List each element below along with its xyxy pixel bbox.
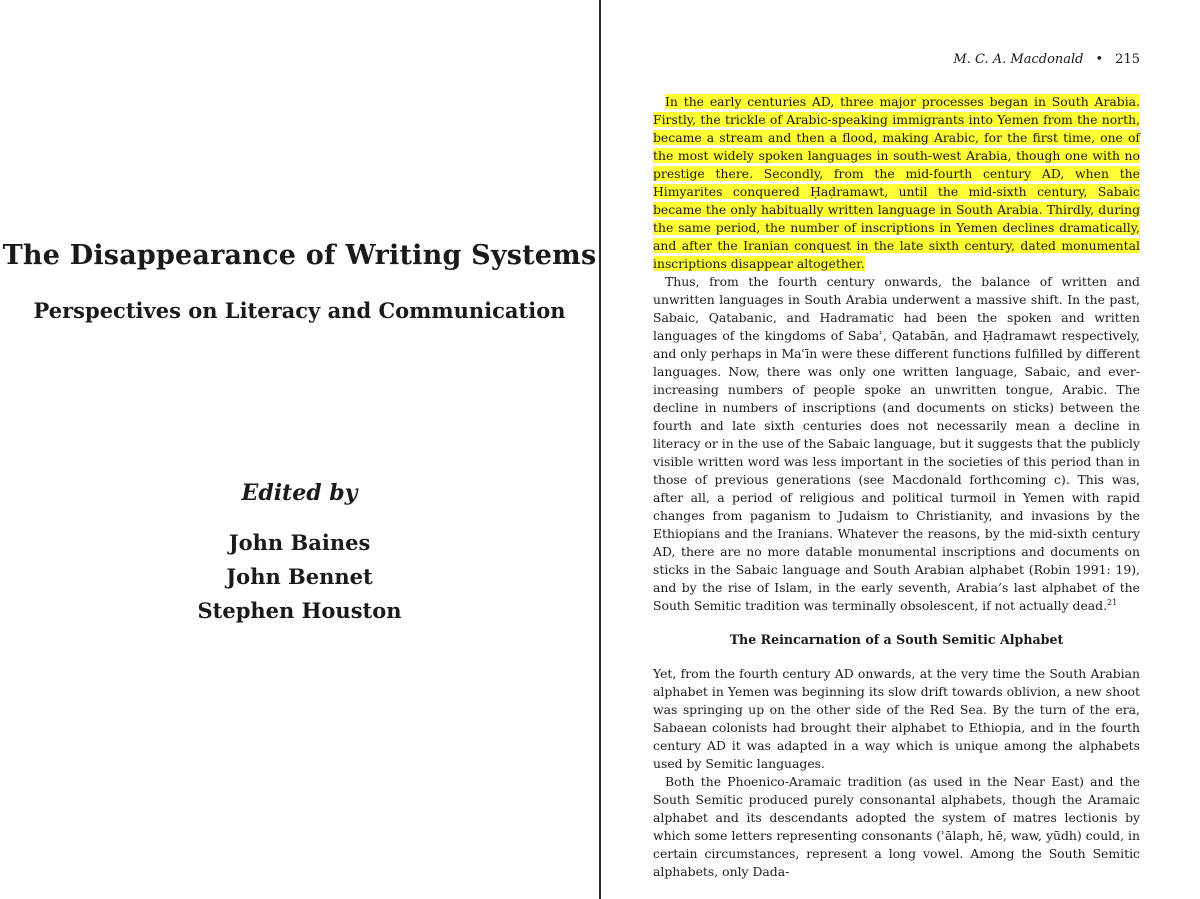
highlight-span: In the early centuries AD, three major processes began in South Arabia. Firstly, the trickle of Arabic-speaking immigrants into Yemen from the north, became a stream and then a flood, making Arabic, for the first time, one of the most widely spoken languages in south-west Arabia, though one with no prestige there. Secondly, from the mid-fourth century AD, when the Himyarites conquered Ḥaḍramawt, until the mid-sixth century, Sabaic became the only habitually written language in South Arabia. Thirdly, during the same period, the number of inscriptions in Yemen declines dramatically, and after the Iranian conquest in the late sixth century, dated monumental inscriptions disappear altogether. [653,94,1140,271]
running-head-bullet: • [1095,52,1104,67]
highlighted-paragraph [653,93,1140,273]
body-text [653,93,1140,881]
paragraph-text: Thus, from the fourth century onwards, the balance of written and unwritten languages in South Arabia underwent a massive shift. In the past, Sabaic, Qatabanic, and Hadramatic had been the spoken and written languages of the kingdoms of Sabaʾ, Qatabān, and Ḥaḍramawt respectively, and only perhaps in Maʿīn were these different functions fulfilled by different languages. Now, there was only one written language, Sabaic, and ever-increasing numbers of people spoke an unwritten tongue, Arabic. The decline in numbers of inscriptions (and documents on sticks) between the fourth and late sixth centuries does not necessarily mean a decline in literacy or in the use of the Sabaic language, but it suggests that the publicly visible written word was less important in the societies of this period than in those of previous generations (see Macdonald forthcoming c). This was, after all, a period of religious and political turmoil in Yemen with rapid changes from paganism to Judaism to Christianity, and invasions by the Ethiopians and the Iranians. Whatever the reasons, by the mid-sixth century AD, there are no more datable monumental inscriptions and documents on sticks in the Sabaic language and South Arabian alphabet (Robin 1991: 19), and by the rise of Islam, in the early seventh, Arabia’s last alphabet of the South Semitic tradition was terminally obsolescent, if not actually dead. [653,274,1140,613]
page-number: 215 [1115,52,1140,67]
section-heading: The Reincarnation of a South Semitic Alphabet [729,632,1064,647]
running-head-author: M. C. A. Macdonald [953,52,1084,67]
editor-name: John Baines [228,530,371,555]
text-page [601,0,1200,899]
editor-name: Stephen Houston [197,598,402,623]
running-head [953,52,1140,67]
book-title: The Disappearance of Writing Systems [2,240,597,271]
paragraph: Yet, from the fourth century AD onwards, at the very time the South Arabian alphabet in Yemen was beginning its slow drift towards oblivion, a new shoot was springing up on the other side of the Red Sea. By the turn of the era, Sabaean colonists had brought their alphabet to Ethiopia, and in the fourth century AD it was adapted in a way which is unique among the alphabets used by Semitic languages. [653,666,1140,771]
book-subtitle: Perspectives on Literacy and Communication [33,298,566,323]
footnote-ref[interactable]: 21 [1107,597,1118,607]
title-page [0,0,599,899]
paragraph: Both the Phoenico-Aramaic tradition (as used in the Near East) and the South Semitic produced purely consonantal alphabets, though the Aramaic alphabet and its descendants adopted the system of matres lectionis by which some letters representing consonants (ʾālaph, hē, waw, yūdh) could, in certain circumstances, represent a long vowel. Among the South Semitic alphabets, only Dada- [653,774,1140,879]
paragraph [653,273,1140,615]
edited-by-label: Edited by [241,480,358,506]
editors-list [0,526,599,628]
editor-name: John Bennet [226,564,373,589]
